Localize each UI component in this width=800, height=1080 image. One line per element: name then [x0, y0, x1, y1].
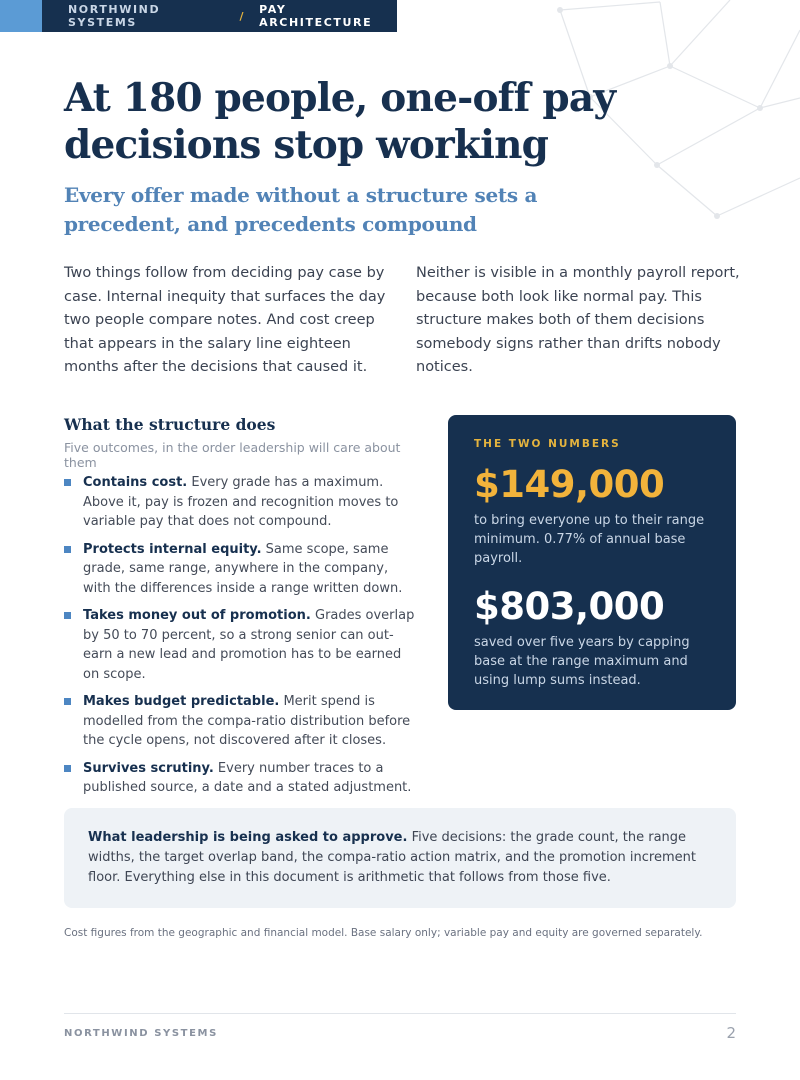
approval-callout [64, 808, 736, 908]
list-item [64, 759, 416, 798]
second-number-description: saved over five years by capping base at the range maximum and using lump sums instead. [474, 635, 690, 688]
item-lead: Takes money out of promotion. [83, 608, 311, 623]
bullet-square [64, 765, 71, 772]
page-subtitle: Every offer made without a structure sets a precedent, and precedents compound [64, 183, 538, 236]
item-lead: Contains cost. [83, 475, 188, 490]
outcome-list [64, 473, 416, 806]
item-text: Every number traces to a published source, a date and a stated adjustment. [83, 760, 412, 795]
intro-left: Two things follow from deciding pay case by case. Internal inequity that surfaces the day two people compare notes. And cost creep that appears in the salary line eighteen months after the decisions that caused it. [64, 265, 386, 375]
list-item [64, 692, 416, 751]
list-item [64, 606, 416, 684]
section-subtitle: Five outcomes, in the order leadership will care about them [64, 440, 401, 470]
page-title: At 180 people, one-off pay decisions stop working [64, 75, 616, 168]
first-number-description: to bring everyone up to their range minimum. 0.77% of annual base payroll. [474, 513, 705, 566]
footer-divider [64, 1013, 736, 1014]
breadcrumb-section: PAY ARCHITECTURE [259, 3, 373, 29]
item-lead: Makes budget predictable. [83, 694, 280, 709]
intro-right: Neither is visible in a monthly payroll report, because both look like normal pay. This structure makes both of them decisions somebody signs rather than drifts nobody notices. [416, 265, 740, 375]
breadcrumb-brand: NORTHWIND SYSTEMS [68, 3, 161, 29]
list-item [64, 473, 416, 532]
bullet-square [64, 698, 71, 705]
bullet-square [64, 479, 71, 486]
footer-brand: NORTHWIND SYSTEMS [64, 1028, 218, 1039]
list-item [64, 540, 416, 599]
section-title: What the structure does [64, 415, 276, 434]
item-text: Grades overlap by 50 to 70 percent, so a strong senior can out-earn a new lead and promotion has to be earned on scope. [83, 608, 415, 682]
item-text: Merit spend is modelled from the compa-ratio distribution before the cycle opens, not discovered after it closes. [83, 694, 411, 748]
top-banner [0, 0, 397, 32]
breadcrumb-separator: / [239, 9, 246, 23]
first-number: $149,000 [474, 463, 665, 506]
item-text: Every grade has a maximum. Above it, pay is frozen and recognition moves to variable pay that does not compound. [83, 475, 399, 529]
item-text: Same scope, same grade, same range, anywhere in the company, with the differences inside a range written down. [83, 541, 403, 596]
card-eyebrow: THE TWO NUMBERS [474, 438, 621, 450]
second-number: $803,000 [474, 585, 665, 628]
callout-lead: What leadership is being asked to approve. [88, 830, 408, 845]
banner-accent [0, 0, 42, 32]
footnote: Cost figures from the geographic and financial model. Base salary only; variable pay and equity are governed separately. [64, 927, 703, 939]
page-number: 2 [726, 1024, 736, 1042]
item-lead: Survives scrutiny. [83, 760, 214, 776]
breadcrumb [42, 0, 397, 32]
item-lead: Protects internal equity. [83, 541, 262, 557]
callout-text: Five decisions: the grade count, the range widths, the target overlap band, the compa-ratio action matrix, and the promotion increment floor. Everything else in this document is arithmetic that follows from those five. [88, 830, 696, 885]
two-numbers-card [448, 415, 736, 710]
bullet-square [64, 612, 71, 619]
bullet-square [64, 546, 71, 553]
